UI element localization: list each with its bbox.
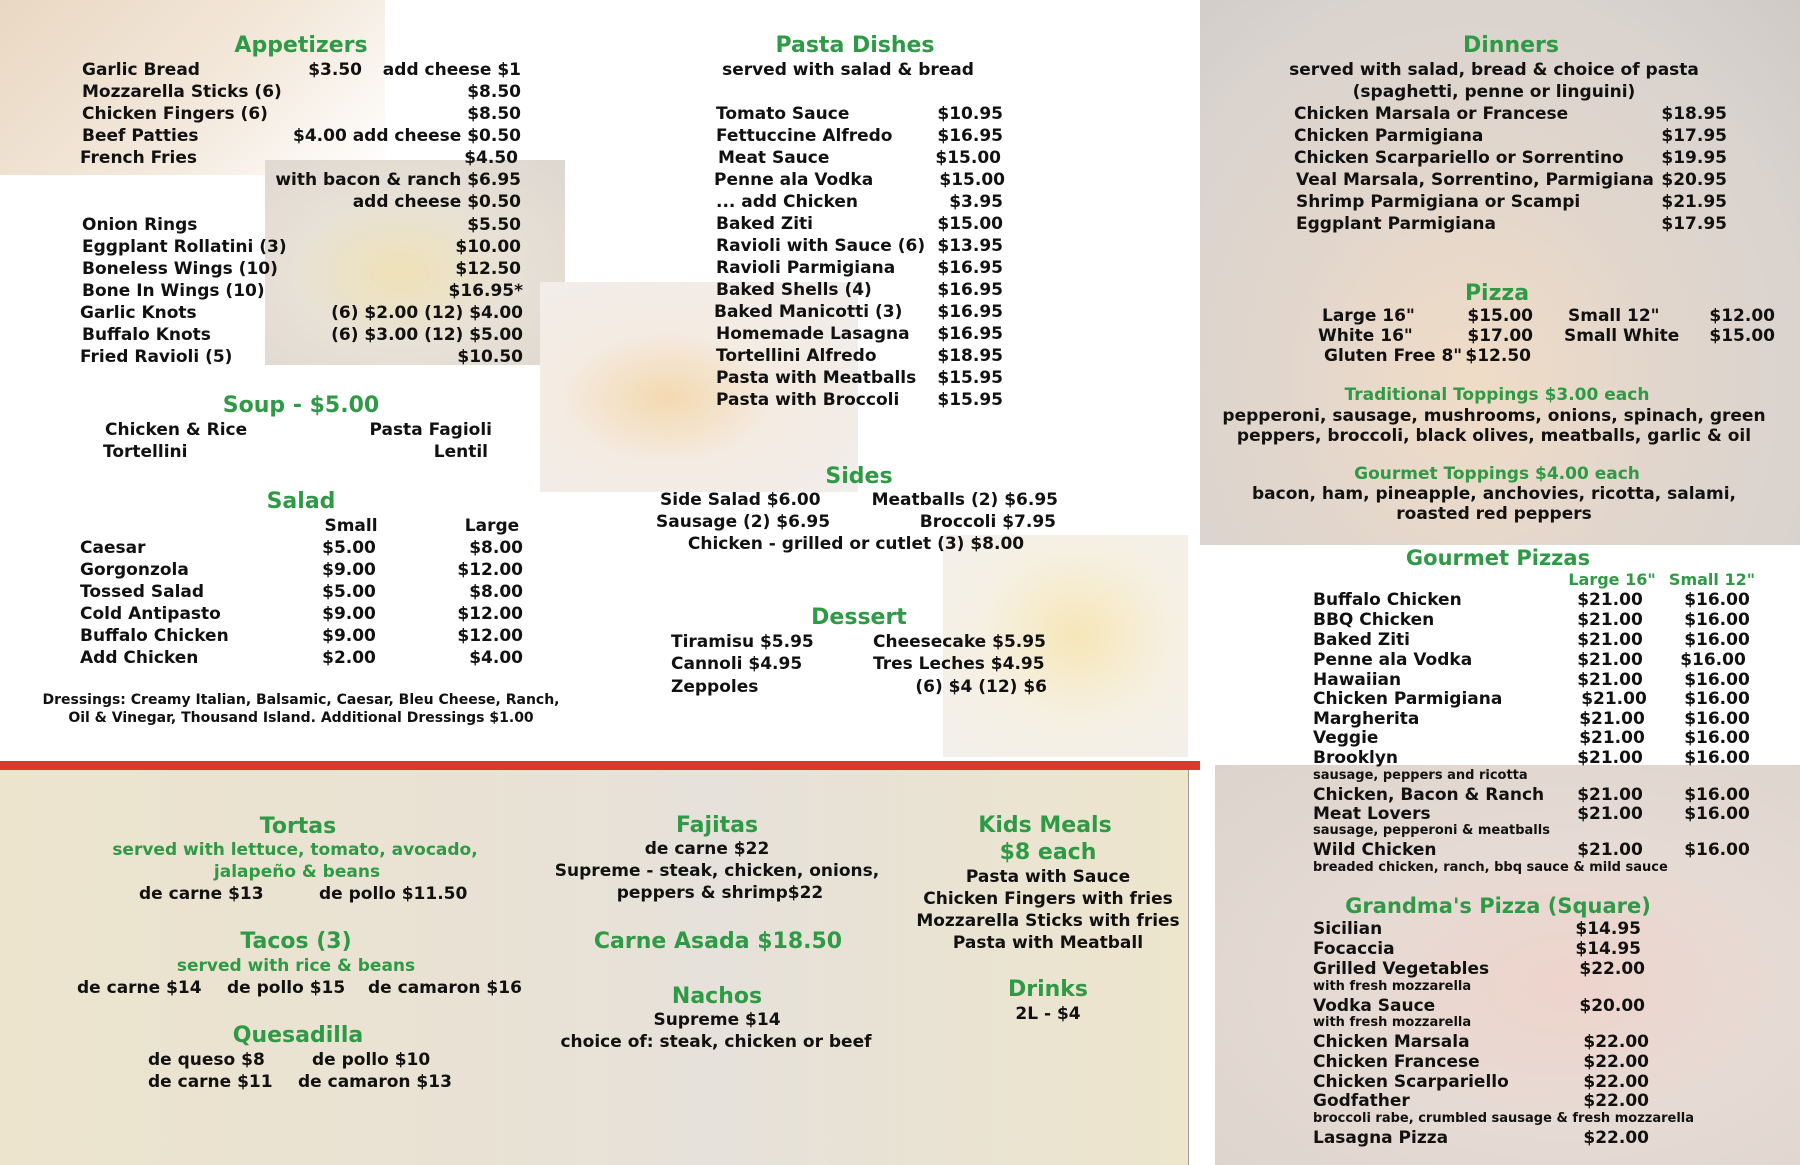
menu-item-name: Chicken, Bacon & Ranch [1313,785,1545,805]
menu-item-price: (6) $3.00 (12) $5.00 [331,325,523,345]
menu-item-name: Meat Lovers [1313,804,1431,824]
sides-title: Sides [825,464,893,489]
menu-item-name: Lasagna Pizza [1313,1128,1449,1148]
menu-item-price: $4.50 [464,148,518,168]
salad-item-small: $9.00 [322,604,376,624]
menu-item-price: $16.00 [1684,689,1750,709]
menu-item-name: Vodka Sauce [1313,996,1436,1016]
pasta-title: Pasta Dishes [775,33,935,58]
kids-meals-price: $8 each [999,840,1097,865]
salad-item-name: Cold Antipasto [80,604,221,624]
tacos-item: de camaron $16 [368,978,522,998]
menu-item-note: sausage, pepperoni & meatballs [1313,823,1550,838]
menu-item-name: Meat Sauce [718,148,830,168]
quesadilla-item: de carne $11 [148,1072,273,1092]
panel-divider [1188,770,1189,1165]
menu-item-price: $14.95 [1575,939,1641,959]
pizza-price: $17.00 [1467,326,1533,346]
menu-item-price: $20.00 [1579,996,1645,1016]
menu-item-name: Godfather [1313,1091,1410,1111]
soup-title: Soup - $5.00 [222,393,380,418]
menu-item-price: $17.95 [1661,126,1727,146]
menu-item-price: $22.00 [1579,959,1645,979]
menu-item-price: $22.00 [1583,1032,1649,1052]
tortas-subtitle: served with lettuce, tomato, avocado, [112,840,478,860]
fajitas-item: Supreme - steak, chicken, onions, [554,861,880,881]
menu-item-name: Garlic Knots [80,303,197,323]
menu-item-name: Chicken Scarpariello or Sorrentino [1294,148,1624,168]
tacos-title: Tacos (3) [240,929,352,954]
menu-item-price: $19.95 [1661,148,1727,168]
kids-meals-item: Mozzarella Sticks with fries [916,911,1180,931]
menu-item-price: $21.00 [1581,689,1647,709]
menu-item-price: $16.00 [1684,785,1750,805]
dessert-item: Tres Leches $4.95 [873,654,1045,674]
menu-item-price: $16.95 [937,280,1003,300]
traditional-toppings-title: Traditional Toppings $3.00 each [1344,385,1650,405]
menu-item-name: Chicken Francese [1313,1052,1480,1072]
menu-item-name: Grilled Vegetables [1313,959,1490,979]
menu-item-name: Mozzarella Sticks (6) [82,82,282,102]
menu-item-name: Buffalo Chicken [1313,590,1462,610]
menu-item-price: $21.00 [1577,610,1643,630]
sides-item: Meatballs (2) $6.95 [871,490,1058,510]
menu-item-note: add cheese $1 [382,60,521,80]
salad-col-small: Small [324,516,378,536]
dinners-subtitle: (spaghetti, penne or linguini) [1352,82,1636,102]
tortas-item: de pollo $11.50 [319,884,468,904]
salad-item-large: $8.00 [469,582,523,602]
menu-item-name: Bone In Wings (10) [82,281,265,301]
menu-item-price: $16.00 [1684,728,1750,748]
pizza-price: $15.00 [1467,306,1533,326]
menu-item-price: $22.00 [1583,1072,1649,1092]
menu-item-price: $14.95 [1575,919,1641,939]
menu-item-price: $10.00 [455,237,521,257]
menu-item-name: Chicken Parmigiana [1294,126,1484,146]
gourmet-col-large: Large 16" [1568,570,1656,589]
sides-item: Side Salad $6.00 [660,490,821,510]
menu-item-price: $20.95 [1661,170,1727,190]
menu-item-name: Boneless Wings (10) [82,259,278,279]
menu-item-price: $21.00 [1577,630,1643,650]
kids-meals-item: Pasta with Sauce [965,867,1131,887]
menu-item-name: Eggplant Parmigiana [1296,214,1497,234]
pizza-size: White 16" [1318,326,1413,346]
nachos-item: choice of: steak, chicken or beef [560,1032,872,1052]
salad-item-name: Caesar [80,538,146,558]
salad-dressings: Dressings: Creamy Italian, Balsamic, Caesar, Bleu Cheese, Ranch, [42,692,560,708]
menu-item-name: Chicken Marsala or Francese [1294,104,1569,124]
menu-item-price: $18.95 [1661,104,1727,124]
menu-item-name: Chicken Marsala [1313,1032,1470,1052]
salad-item-name: Tossed Salad [80,582,205,602]
kids-meals-item: Pasta with Meatball [952,933,1144,953]
quesadilla-title: Quesadilla [232,1023,364,1048]
menu-item-name: Buffalo Knots [82,325,211,345]
menu-item-price: $22.00 [1583,1052,1649,1072]
menu-item-price: $21.00 [1577,804,1643,824]
fajitas-item: peppers & shrimp$22 [616,883,824,903]
menu-item-price: $22.00 [1583,1091,1649,1111]
menu-item-price: $16.95* [448,281,523,301]
sides-item: Sausage (2) $6.95 [656,512,831,532]
menu-item-name: BBQ Chicken [1313,610,1435,630]
salad-item-name: Gorgonzola [80,560,189,580]
menu-item-price: $16.00 [1684,804,1750,824]
menu-item-name: Beef Patties [82,126,199,146]
nachos-title: Nachos [671,984,763,1009]
salad-item-small: $9.00 [322,626,376,646]
sides-item: Chicken - grilled or cutlet (3) $8.00 [687,534,1025,554]
nachos-item: Supreme $14 [653,1010,781,1030]
pizza-price: $15.00 [1709,326,1775,346]
dinners-title: Dinners [1463,33,1559,58]
menu-item-price: $15.95 [937,390,1003,410]
dessert-title: Dessert [811,605,907,630]
menu-item-price: $21.95 [1661,192,1727,212]
red-divider [0,761,1200,770]
tortas-item: de carne $13 [139,884,264,904]
menu-item-price: $22.00 [1583,1128,1649,1148]
dessert-item: Cheesecake $5.95 [873,632,1046,652]
menu-item-name: Brooklyn [1313,748,1399,768]
pizza-title: Pizza [1464,281,1530,306]
soup-item: Chicken & Rice [105,420,248,440]
kids-meals-title: Kids Meals [978,813,1112,838]
menu-item-price: add cheese $0.50 [352,192,521,212]
menu-item-price: $16.95 [937,324,1003,344]
pizza-size: Gluten Free 8" [1324,346,1463,366]
soup-item: Pasta Fagioli [369,420,492,440]
menu-item-price: $8.50 [467,104,521,124]
menu-item-price: $13.95 [937,236,1003,256]
menu-item-price: $15.95 [937,368,1003,388]
appetizers-title: Appetizers [234,33,368,58]
dessert-item: (6) $4 (12) $6 [915,677,1047,697]
tacos-subtitle: served with rice & beans [176,956,416,976]
menu-item-name: Fettuccine Alfredo [716,126,893,146]
menu-item-note: breaded chicken, ranch, bbq sauce & mild sauce [1313,860,1668,875]
menu-item-price: $21.00 [1577,670,1643,690]
salad-col-large: Large [464,516,520,536]
tortas-subtitle: jalapeño & beans [213,862,381,882]
sides-item: Broccoli $7.95 [919,512,1056,532]
menu-item-price: $16.00 [1684,840,1750,860]
menu-item-price: $18.95 [937,346,1003,366]
menu-item-price: $15.00 [939,170,1005,190]
menu-item-name: Baked Ziti [1313,630,1411,650]
dessert-item: Tiramisu $5.95 [671,632,814,652]
salad-item-name: Add Chicken [80,648,199,668]
pizza-size: Small White [1564,326,1680,346]
menu-item-name: Wild Chicken [1313,840,1437,860]
menu-item-price: $16.95 [937,302,1003,322]
pizza-size: Small 12" [1568,306,1660,326]
tortas-title: Tortas [259,814,337,839]
salad-item-name: Buffalo Chicken [80,626,229,646]
gourmet-toppings-list: roasted red peppers [1396,504,1592,524]
menu-item-price: $16.00 [1684,748,1750,768]
menu-item-name: French Fries [80,148,198,168]
gourmet-col-small: Small 12" [1668,570,1756,589]
fajitas-item: de carne $22 [644,839,770,859]
dessert-item: Cannoli $4.95 [671,654,803,674]
menu-item-price: $10.95 [937,104,1003,124]
carne-asada-title: Carne Asada $18.50 [593,929,843,954]
menu-item-name: Hawaiian [1313,670,1402,690]
menu-item-name: Shrimp Parmigiana or Scampi [1296,192,1581,212]
menu-item-name: Chicken Parmigiana [1313,689,1503,709]
menu-item-price: $21.00 [1577,590,1643,610]
salad-dressings: Oil & Vinegar, Thousand Island. Additional Dressings $1.00 [68,710,534,726]
traditional-toppings-list: peppers, broccoli, black olives, meatballs, garlic & oil [1236,426,1752,446]
menu-item-name: Onion Rings [82,215,198,235]
menu-item-price: $16.00 [1684,630,1750,650]
salad-item-large: $4.00 [469,648,523,668]
menu-item-name: Tomato Sauce [716,104,850,124]
menu-item-name: Veggie [1313,728,1379,748]
menu-item-price: $5.50 [467,215,521,235]
menu-item-name: Penne ala Vodka [1313,650,1473,670]
menu-item-note: with fresh mozzarella [1313,1015,1472,1030]
menu-item-price: $16.95 [937,258,1003,278]
menu-item-name: Baked Ziti [716,214,814,234]
menu-item-price: $8.50 [467,82,521,102]
menu-item-price: $15.00 [935,148,1001,168]
menu-item-name: Focaccia [1313,939,1395,959]
menu-item-price: with bacon & ranch $6.95 [275,170,521,190]
menu-item-name: Baked Shells (4) [716,280,872,300]
menu-item-price: $3.95 [949,192,1003,212]
menu-item-price: $16.00 [1684,670,1750,690]
traditional-toppings-list: pepperoni, sausage, mushrooms, onions, spinach, green [1222,406,1766,426]
quesadilla-item: de queso $8 [148,1050,265,1070]
menu-item-price: $21.00 [1577,840,1643,860]
menu-item-price: $10.50 [457,347,523,367]
menu-item-price: $17.95 [1661,214,1727,234]
kids-meals-item: Chicken Fingers with fries [923,889,1173,909]
menu-item-name: Eggplant Rollatini (3) [82,237,287,257]
salad-item-small: $9.00 [322,560,376,580]
menu-item-name: Chicken Scarpariello [1313,1072,1509,1092]
menu-item-note: sausage, peppers and ricotta [1313,768,1528,783]
gourmet-pizzas-title: Gourmet Pizzas [1405,546,1591,570]
salad-item-small: $5.00 [322,582,376,602]
menu-item-name: ... add Chicken [716,192,858,212]
dinners-subtitle: served with salad, bread & choice of pasta [1289,60,1699,80]
salad-item-large: $12.00 [457,560,523,580]
menu-item-name: Penne ala Vodka [714,170,874,190]
pizza-price: $12.00 [1709,306,1775,326]
menu-item-name: Veal Marsala, Sorrentino, Parmigiana [1296,170,1654,190]
menu-item-price: $16.00 [1684,610,1750,630]
tacos-item: de carne $14 [77,978,202,998]
gourmet-toppings-list: bacon, ham, pineapple, anchovies, ricotta, salami, [1251,484,1737,504]
menu-item-name: Ravioli with Sauce (6) [716,236,926,256]
menu-item-price: $12.50 [455,259,521,279]
quesadilla-item: de pollo $10 [312,1050,431,1070]
salad-item-large: $12.00 [457,604,523,624]
menu-item-name: Sicilian [1313,919,1383,939]
menu-item-name: Tortellini Alfredo [716,346,877,366]
pizza-size: Large 16" [1322,306,1415,326]
menu-item-price: $16.95 [937,126,1003,146]
menu-item-price: $16.00 [1680,650,1746,670]
drinks-title: Drinks [1007,977,1089,1002]
menu-item-name: Garlic Bread [82,60,200,80]
menu-item-price: $3.50 [308,60,362,80]
grandma-pizza-title: Grandma's Pizza (Square) [1345,894,1651,918]
menu-item-note: with fresh mozzarella [1313,979,1472,994]
drinks-item: 2L - $4 [1015,1004,1081,1024]
quesadilla-item: de camaron $13 [298,1072,452,1092]
menu-item-name: Ravioli Parmigiana [716,258,896,278]
menu-item-price: $21.00 [1577,650,1643,670]
menu-item-price: $21.00 [1579,709,1645,729]
menu-item-price: $4.00 add cheese $0.50 [293,126,521,146]
gourmet-toppings-title: Gourmet Toppings $4.00 each [1354,464,1640,484]
menu-item-price: (6) $2.00 (12) $4.00 [331,303,523,323]
menu-item-name: Baked Manicotti (3) [714,302,903,322]
menu-item-name: Pasta with Broccoli [716,390,900,410]
salad-item-small: $5.00 [322,538,376,558]
fajitas-title: Fajitas [675,813,759,838]
soup-item: Lentil [433,442,488,462]
soup-item: Tortellini [103,442,188,462]
menu-item-name: Chicken Fingers (6) [82,104,268,124]
menu-item-price: $16.00 [1684,590,1750,610]
dessert-item: Zeppoles [671,677,759,697]
menu-item-price: $16.00 [1684,709,1750,729]
salad-item-large: $12.00 [457,626,523,646]
pizza-price: $12.50 [1465,346,1531,366]
menu-item-note: broccoli rabe, crumbled sausage & fresh mozzarella [1313,1111,1695,1126]
menu-item-price: $21.00 [1577,785,1643,805]
pasta-subtitle: served with salad & bread [722,60,974,80]
menu-item-price: $15.00 [937,214,1003,234]
menu-item-price: $21.00 [1577,748,1643,768]
salad-title: Salad [266,489,336,514]
menu-item-name: Homemade Lasagna [716,324,910,344]
menu-item-name: Margherita [1313,709,1420,729]
menu-item-price: $21.00 [1579,728,1645,748]
tacos-item: de pollo $15 [227,978,346,998]
salad-item-small: $2.00 [322,648,376,668]
menu-item-name: Fried Ravioli (5) [80,347,233,367]
salad-item-large: $8.00 [469,538,523,558]
menu-item-name: Pasta with Meatballs [716,368,917,388]
